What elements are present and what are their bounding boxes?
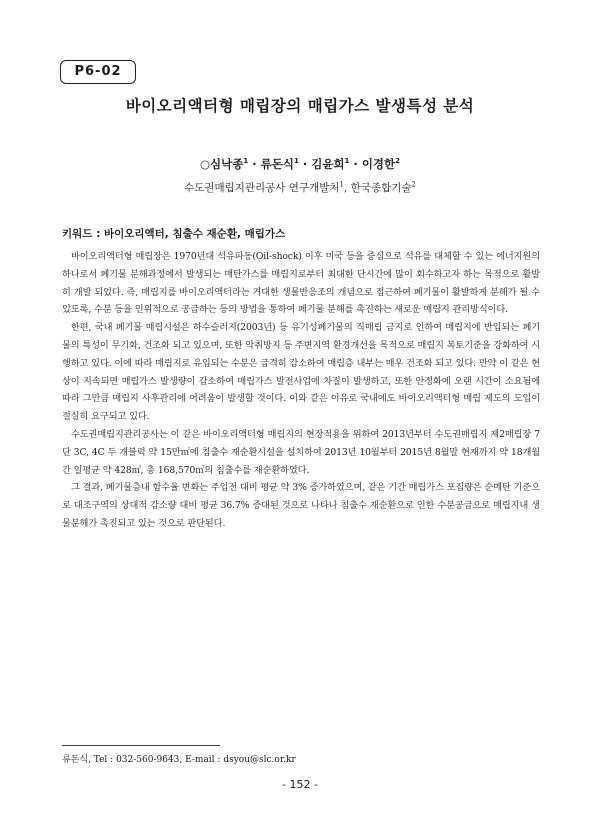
body-paragraph: 한편, 국내 폐기물 매립시설은 하수슬러지(2003년) 등 유기성폐기물의 직매립 금지로 인하여 매립지에 반입되는 폐기물의 특성이 무기화, 건조화 되고 있으며, 또한 악취방지 등 주변지역 환경개선을 목적으로 매립지 복토기준을 강화하여 시행하고 있다. 이에 따라 매립지로 유입되는 수분은 급격히 감소하여 매립층 내부는 매우 건조화 되고 있다. 만약 이 같은 현상이 지속되면 매립가스 발생량이 감소하여 매립가스 발전사업에 차질이 발생하고, 또한 안정화에 오랜 시간이 소요됨에 따라 그만큼 매립지 사후관리에 어려움이 발생할 것이다. 이와 같은 이유로 국내에도 바이오리액터형 매립 제도의 도입이 절실히 요구되고 있다. xyxy=(62,322,540,423)
paper-title: 바이오리액터형 매립장의 매립가스 발생특성 분석 xyxy=(125,97,475,115)
footnote-contact: 류돈식, Tel : 032-560-9643, E-mail : dsyou@slc.or.kr xyxy=(62,755,296,765)
author-name: 심낙종 xyxy=(210,157,244,171)
affiliation-separator: , xyxy=(343,182,351,194)
author-prefix-mark: ○ xyxy=(199,157,211,171)
paper-code-box: P6-02 xyxy=(60,60,136,84)
keywords-label: 키워드 : xyxy=(62,228,104,240)
author-separator: · xyxy=(248,157,261,171)
body-paragraph: 수도권매립지관리공사는 이 같은 바이오리액터형 매립지의 현장적용을 위하여 2013년부터 수도권매립지 제2매립장 7단 3C, 4C 두 개블럭 약 15만㎡에 침출수 재순환시설을 설치하여 2013년 10월부터 2015년 8월말 현재까지 약 18개월간 일평균 약 428㎥, 총 168,570㎥의 침출수를 재순환하였다. xyxy=(62,428,540,476)
author-name: 이경한 xyxy=(361,157,396,171)
body-paragraph: 바이오리액터형 매립장은 1970년대 석유파동(Oil-shock) 이후 미국 등을 중심으로 석유를 대체할 수 있는 에너지원의 하나로서 폐기물 분해과정에서 발생되는 매탄가스를 매립지로부터 최대한 단시간에 많이 회수하고자 하는 목적으로 활발히 개발 되었다. 즉, 매립지를 바이오리액터라는 거대한 생물반응조의 개념으로 접근하여 폐기물이 활발하게 분해가 될 수 있도록, 수분 등을 인위적으로 공급하는 등의 방법을 통하여 폐기물 분해를 촉진하는 새로운 매립지 관리방식이다. xyxy=(62,251,540,316)
author-name: 류돈식 xyxy=(260,157,294,171)
affiliation-mark: 2 xyxy=(411,180,416,189)
author-affil-mark: 1 xyxy=(293,157,299,166)
footnote-divider xyxy=(62,745,220,746)
keywords-value: 바이오리액터, 침출수 재순환, 매립가스 xyxy=(103,228,286,240)
affiliation-line xyxy=(0,180,600,195)
author-list xyxy=(0,156,600,172)
affiliation-name: 수도권매립지관리공사 연구개발처 xyxy=(184,182,340,194)
author-affil-mark: 1 xyxy=(243,157,249,166)
affiliation-name: 한국종합기술 xyxy=(350,182,412,194)
body-paragraph: 그 결과, 폐기물층내 함수율 변화는 주입전 대비 평균 약 3% 증가하였으며, 같은 기간 매립가스 포집량은 순메탄 기준으로 대조구역의 상대적 감소량 대비 평균 36.7% 증대된 것으로 나타나 침출수 재순환으로 인한 수분공급으로 매립지내 생물분해가 촉진되고 있는 것으로 판단된다. xyxy=(62,482,540,529)
author-separator: · xyxy=(298,157,312,171)
author-affil-mark: 2 xyxy=(395,157,401,166)
keywords-line xyxy=(62,226,285,241)
abstract-body xyxy=(62,248,540,533)
affiliation-mark: 1 xyxy=(339,180,344,189)
author-separator: · xyxy=(349,157,362,171)
page-number: - 152 - xyxy=(282,778,318,791)
author-affil-mark: 1 xyxy=(344,157,350,166)
author-name: 김윤희 xyxy=(311,157,345,171)
